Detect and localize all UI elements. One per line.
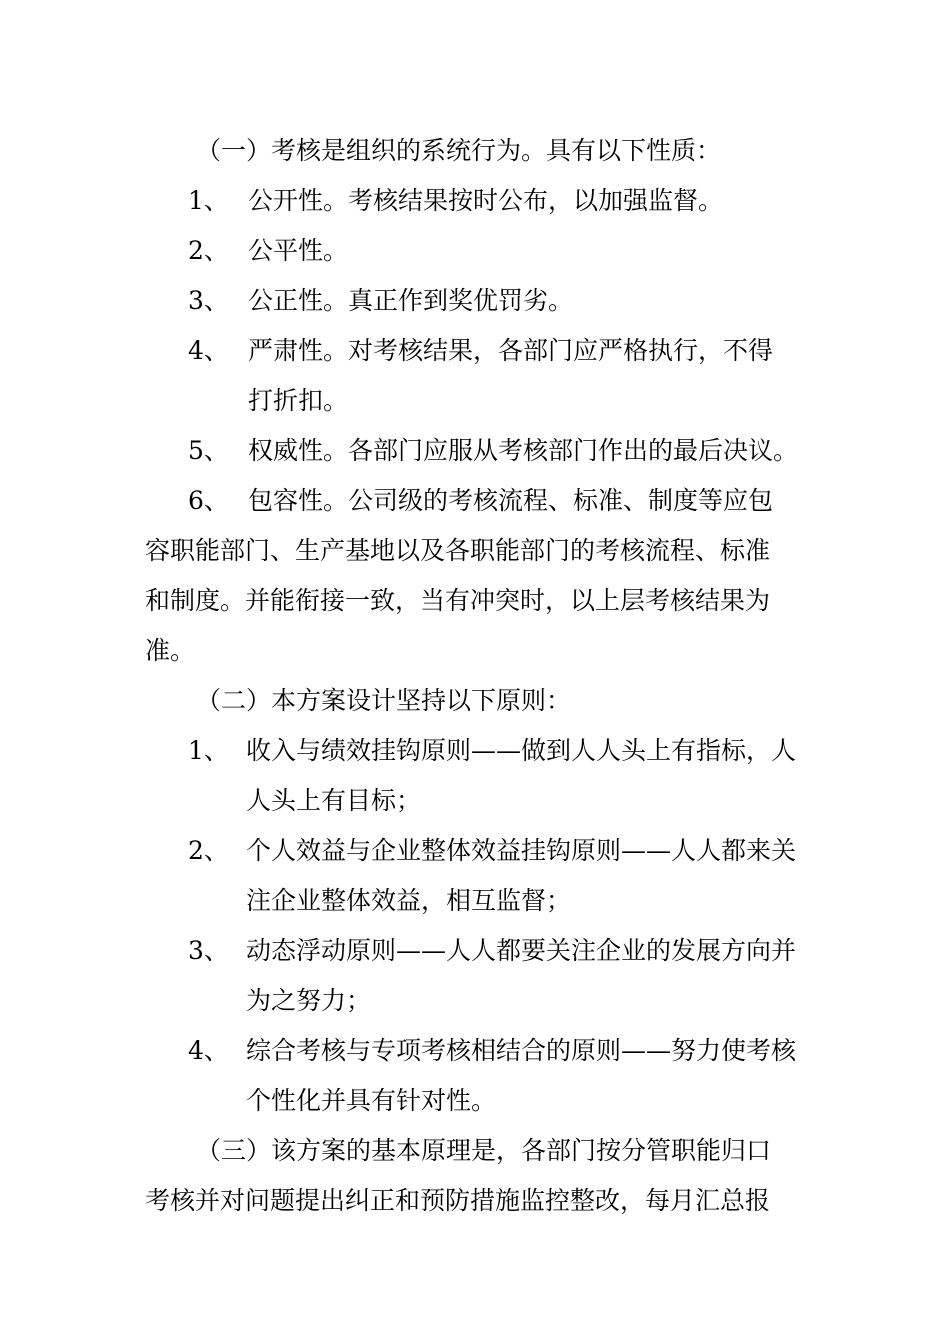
section2-item-3-continuation: 为之努力；	[246, 986, 372, 1015]
section1-item-1-number: 1、	[188, 186, 229, 215]
section1-item-3-text: 公正性。真正作到奖优罚劣。	[248, 286, 574, 315]
section1-item-6-line-4: 准。	[145, 636, 196, 665]
section1-item-5-number: 5、	[188, 436, 229, 465]
section1-item-1-text: 公开性。考核结果按时公布，以加强监督。	[248, 186, 724, 215]
section2-item-2-number: 2、	[188, 836, 229, 865]
section1-item-4-number: 4、	[188, 336, 229, 365]
section1-item-3-number: 3、	[188, 286, 229, 315]
section1-item-2-text: 公平性。	[248, 236, 349, 265]
section2-item-4-continuation: 个性化并具有针对性。	[246, 1086, 497, 1115]
section1-item-6-line-2: 容职能部门、生产基地以及各职能部门的考核流程、标准	[145, 536, 771, 565]
section2-item-3-text: 动态浮动原则——人人都要关注企业的发展方向并	[246, 936, 797, 965]
section1-item-2-number: 2、	[188, 236, 229, 265]
section2-item-1-number: 1、	[188, 736, 229, 765]
section1-item-6-line-3: 和制度。并能衔接一致，当有冲突时，以上层考核结果为	[145, 586, 771, 615]
section3-line-1: （三）该方案的基本原理是，各部门按分管职能归口	[196, 1136, 772, 1165]
section2-item-4-number: 4、	[188, 1036, 229, 1065]
section1-item-6-text: 包容性。公司级的考核流程、标准、制度等应包	[248, 486, 774, 515]
section1-heading: （一）考核是组织的系统行为。具有以下性质：	[196, 136, 722, 165]
section1-item-4-continuation: 打折扣。	[248, 386, 349, 415]
section2-item-1-continuation: 人头上有目标；	[246, 786, 422, 815]
section2-item-4-text: 综合考核与专项考核相结合的原则——努力使考核	[246, 1036, 797, 1065]
section2-item-2-continuation: 注企业整体效益，相互监督；	[246, 886, 572, 915]
section1-item-4-text: 严肃性。对考核结果，各部门应严格执行，不得	[248, 336, 774, 365]
section2-heading: （二）本方案设计坚持以下原则：	[196, 686, 572, 715]
section2-item-3-number: 3、	[188, 936, 229, 965]
section2-item-2-text: 个人效益与企业整体效益挂钩原则——人人都来关	[246, 836, 797, 865]
section3-line-2: 考核并对问题提出纠正和预防措施监控整改，每月汇总报	[145, 1186, 771, 1215]
section2-item-1-text: 收入与绩效挂钩原则——做到人人头上有指标，人	[246, 736, 797, 765]
section1-item-6-number: 6、	[188, 486, 229, 515]
section1-item-5-text: 权威性。各部门应服从考核部门作出的最后决议。	[248, 436, 799, 465]
